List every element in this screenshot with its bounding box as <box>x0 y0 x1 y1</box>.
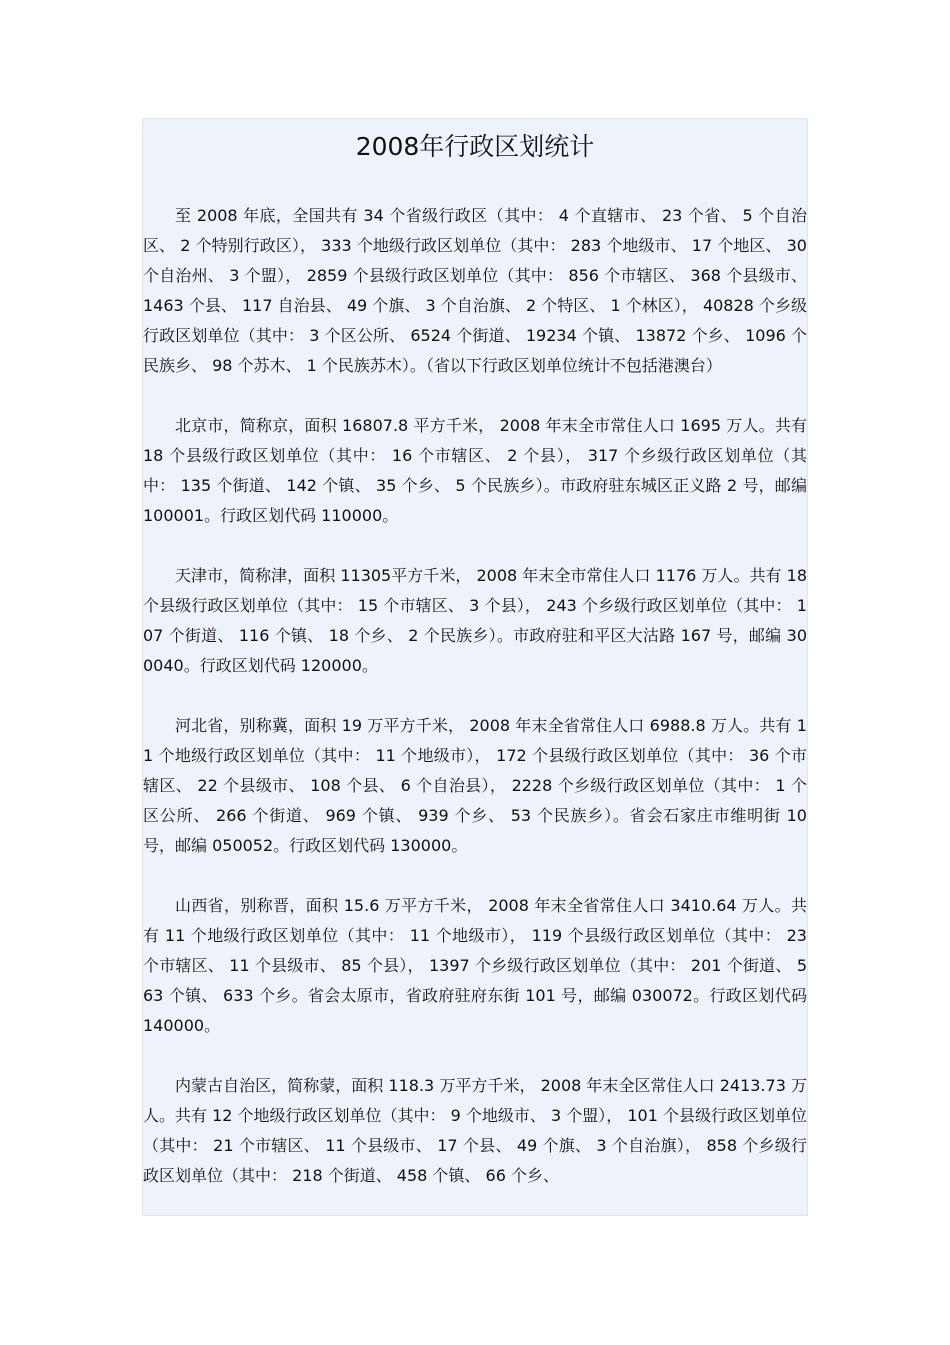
paragraph-shanxi: 山西省，别称晋，面积 15.6 万平方千米， 2008 年末全省常住人口 3410.64 万人。共有 11 个地级行政区划单位（其中： 11 个地级市）， 119 个县级行政区划单位（其中： 23 个市辖区、 11 个县级市、 85 个县）， 1397 个乡级行政区划单位（其中： 201 个街道、 563 个镇、 633 个乡。省会太原市，省政府驻府东街 101 号，邮编 030072。行政区划代码 140000。 <box>143 896 807 1035</box>
document-page <box>142 118 808 1216</box>
paragraph-national-summary: 至 2008 年底，全国共有 34 个省级行政区（其中： 4 个直辖市、 23 个省、 5 个自治区、 2 个特别行政区）， 333 个地级行政区划单位（其中： 283 个地级市、 17 个地区、 30 个自治州、 3 个盟）， 2859 个县级行政区划单位（其中： 856 个市辖区、 368 个县级市、 1463 个县、 117 自治县、 49 个旗、 3 个自治旗、 2 个特区、 1 个林区）， 40828 个乡级行政区划单位（其中： 3 个区公所、 6524 个街道、 19234 个镇、 13872 个乡、 1096 个民族乡、 98 个苏木、 1 个民族苏木）。（省以下行政区划单位统计不包括港澳台） <box>143 206 807 375</box>
paragraph-tianjin: 天津市，简称津，面积 11305平方千米， 2008 年末全市常住人口 1176 万人。共有 18 个县级行政区划单位（其中： 15 个市辖区、 3 个县）， 243 个乡级行政区划单位（其中： 107 个街道、 116 个镇、 18 个乡、 2 个民族乡）。市政府驻和平区大沽路 167 号，邮编 300040。行政区划代码 120000。 <box>143 566 807 675</box>
document-body <box>143 201 807 1216</box>
paragraph-inner-mongolia: 内蒙古自治区，简称蒙，面积 118.3 万平方千米， 2008 年末全区常住人口 2413.73 万人。共有 12 个地级行政区划单位（其中： 9 个地级市、 3 个盟）， 101 个县级行政区划单位（其中： 21 个市辖区、 11 个县级市、 17 个县、 49 个旗、 3 个自治旗）， 858 个乡级行政区划单位（其中： 218 个街道、 458 个镇、 66 个乡、 <box>143 1076 807 1185</box>
paragraph-hebei: 河北省，别称冀，面积 19 万平方千米， 2008 年末全省常住人口 6988.8 万人。共有 11 个地级行政区划单位（其中： 11 个地级市）， 172 个县级行政区划单位（其中： 36 个市辖区、 22 个县级市、 108 个县、 6 个自治县）， 2228 个乡级行政区划单位（其中： 1 个区公所、 266 个街道、 969 个镇、 939 个乡、 53 个民族乡）。省会石家庄市维明街 10 号，邮编 050052。行政区划代码 130000。 <box>143 716 807 855</box>
paragraph-beijing: 北京市，简称京，面积 16807.8 平方千米， 2008 年末全市常住人口 1695 万人。共有 18 个县级行政区划单位（其中： 16 个市辖区、 2 个县）， 317 个乡级行政区划单位（其中： 135 个街道、 142 个镇、 35 个乡、 5 个民族乡）。市政府驻东城区正义路 2 号，邮编 100001。行政区划代码 110000。 <box>143 416 807 525</box>
document-title: 2008年行政区划统计 <box>355 132 595 161</box>
